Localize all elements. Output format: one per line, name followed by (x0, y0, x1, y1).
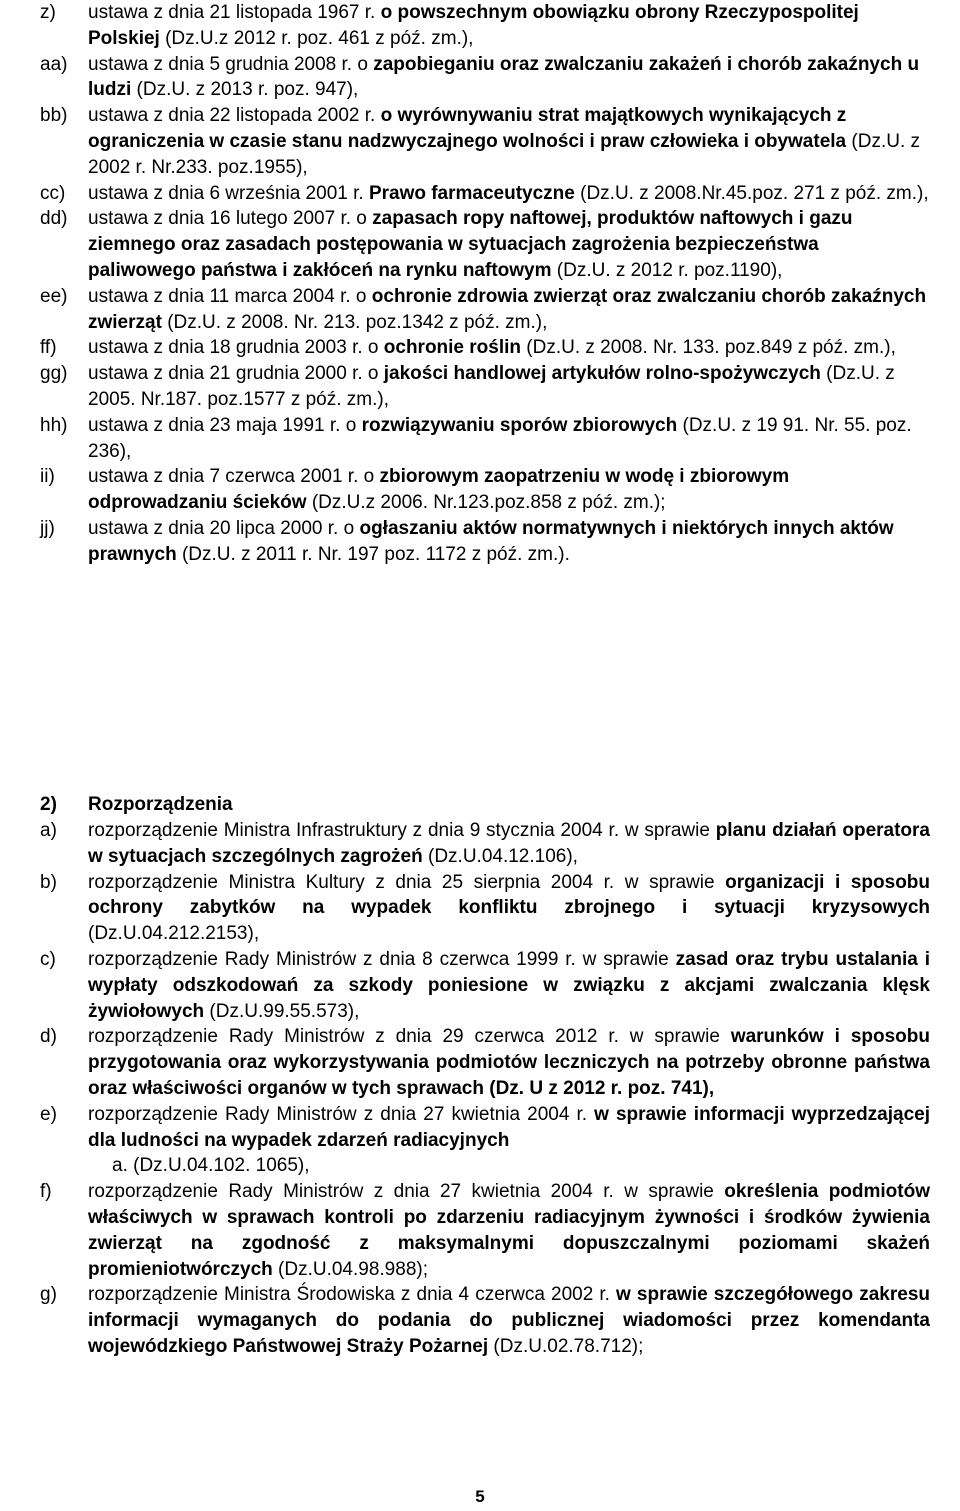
list-item (40, 516, 930, 568)
list-item-label: z) (40, 2, 56, 23)
plain-text: (Dz.U.02.78.712); (488, 1335, 644, 1357)
plain-text: (Dz.U.04.212.2153), (88, 923, 260, 945)
plain-text: (Dz.U. z 2005. Nr.187. poz.1577 z póź. zm.), (88, 363, 895, 410)
bold-text: organizacji i sposobu ochrony zabytków na wypadek konfliktu zbrojnego i sytuacji kryzysowych (88, 871, 931, 919)
plain-text: ustawa z dnia 5 grudnia 2008 r. o (88, 53, 374, 75)
plain-text: ustawa z dnia 18 grudnia 2003 r. o (88, 337, 384, 359)
bold-text: warunków i sposobu przygotowania oraz wykorzystywania podmiotów leczniczych na potrzeby obronne państwa oraz właściwości organów w tych sprawach (Dz. U z 2012 r. poz. 741), (88, 1026, 930, 1099)
bold-text: planu działań operatora w sytuacjach szczególnych zagrożeń (88, 820, 930, 867)
statutes-list (40, 0, 930, 568)
bold-text: zapobieganiu oraz zwalczaniu zakażeń i chorób zakaźnych u ludzi (88, 53, 920, 101)
plain-text: (Dz.U. z 19 91. Nr. 55. poz. 236), (88, 414, 912, 462)
list-item (40, 947, 930, 1024)
list-item-text (88, 1102, 930, 1179)
plain-text: ustawa z dnia 6 września 2001 r. (88, 182, 369, 204)
plain-text: ustawa z dnia 22 listopada 2002 r. (88, 105, 381, 127)
list-item-text (88, 181, 930, 207)
bold-text: jakości handlowej artykułów rolno-spożywczych (383, 363, 821, 385)
list-item-text (88, 818, 930, 870)
list-item-text (88, 947, 930, 1024)
plain-text: rozporządzenie Rady Ministrów z dnia 8 czerwca 1999 r. w sprawie (88, 948, 676, 970)
list-item-text (88, 464, 930, 516)
list-item-text (88, 52, 930, 104)
list-item-text (88, 206, 930, 283)
plain-text: (Dz.U.04.98.988); (272, 1258, 428, 1280)
list-item-label: e) (40, 1103, 57, 1125)
bold-text: ochronie zdrowia zwierząt oraz zwalczaniu chorób zakaźnych zwierząt (88, 285, 927, 333)
list-item-text (88, 0, 930, 52)
list-item-label: d) (40, 1026, 57, 1048)
list-item-label: ee) (40, 285, 68, 307)
bold-text: o powszechnym obowiązku obrony Rzeczypospolitej Polskiej (88, 2, 859, 49)
bold-text: zbiorowym zaopatrzeniu w wodę i zbiorowym odprowadzaniu ścieków (88, 466, 790, 514)
list-item-label: cc) (40, 182, 66, 204)
plain-text: (Dz.U. z 2011 r. Nr. 197 poz. 1172 z póź. zm.). (176, 543, 570, 565)
bold-text: rozwiązywaniu sporów zbiorowych (361, 414, 678, 436)
bold-text: ogłaszaniu aktów normatywnych i niektórych innych aktów prawnych (88, 517, 894, 565)
list-item (40, 206, 930, 283)
list-item (40, 52, 930, 104)
list-item-label: b) (40, 871, 57, 893)
plain-text: (Dz.U. z 2008. Nr. 133. poz.849 z póź. zm.), (521, 337, 896, 359)
list-item-text (88, 335, 930, 361)
plain-text: (Dz.U.z 2006. Nr.123.poz.858 z póź. zm.); (306, 492, 666, 514)
plain-text: rozporządzenie Rady Ministrów z dnia 27 kwietnia 2004 r. (88, 1103, 595, 1125)
plain-text: ustawa z dnia 21 grudnia 2000 r. o (88, 363, 384, 385)
list-item-text (88, 516, 930, 568)
plain-text: ustawa z dnia 21 listopada 1967 r. (88, 2, 381, 23)
list-item (40, 413, 930, 465)
list-item-label: g) (40, 1284, 57, 1306)
list-item-label: f) (40, 1181, 52, 1203)
list-item (40, 181, 930, 207)
plain-text: ustawa z dnia 11 marca 2004 r. o (88, 285, 372, 307)
plain-text: (Dz.U.04.12.106), (422, 845, 578, 867)
list-item (40, 103, 930, 180)
plain-text: rozporządzenie Ministra Środowiska z dnia 4 czerwca 2002 r. (88, 1284, 617, 1306)
list-item-label: a) (40, 820, 57, 841)
list-item-text (88, 1024, 930, 1101)
plain-text: ustawa z dnia 16 lutego 2007 r. o (88, 208, 373, 230)
sub-item: a. (Dz.U.04.102. 1065), (112, 1155, 310, 1177)
plain-text: ustawa z dnia 20 lipca 2000 r. o (88, 517, 360, 539)
list-item (40, 284, 930, 336)
list-item-label: jj) (40, 517, 55, 539)
plain-text: (Dz.U. z 2013 r. poz. 947), (131, 79, 359, 101)
bold-text: określenia podmiotów właściwych w sprawach kontroli po zdarzeniu radiacyjnym żywności i środków żywienia zwierząt na zgodność z maksymalnymi dopuszczalnymi poziomami skażeń promieniotwórczych (88, 1181, 931, 1280)
section-number: 2) (40, 794, 57, 815)
plain-text: ustawa z dnia 23 maja 1991 r. o (88, 414, 362, 436)
list-item-label: dd) (40, 208, 68, 230)
list-item-text (88, 103, 930, 180)
bold-text: ochronie roślin (383, 337, 522, 359)
list-item (40, 1282, 930, 1359)
list-item (40, 464, 930, 516)
list-item-text (88, 1179, 930, 1282)
list-item-text (88, 870, 930, 947)
section-title-text: Rozporządzenia (88, 794, 233, 815)
bold-text: Prawo farmaceutyczne (368, 182, 575, 204)
list-item (40, 0, 930, 52)
list-item (40, 1024, 930, 1101)
list-item (40, 361, 930, 413)
list-item-text (88, 284, 930, 336)
bold-text: zasad oraz trybu ustalania i wypłaty odszkodowań za szkody poniesione w związku z akcjami zwalczania klęsk żywiołowych (88, 948, 930, 1022)
list-item (40, 1102, 930, 1179)
list-item-label: bb) (40, 105, 68, 127)
list-item-label: gg) (40, 363, 68, 385)
bold-text: zapasach ropy naftowej, produktów naftowych i gazu ziemnego oraz zasadach postępowania w sytuacjach zagrożenia bezpieczeństwa paliwowego państwa i zakłóceń na rynku naftowym (88, 208, 853, 281)
list-item-label: aa) (40, 53, 68, 75)
plain-text: rozporządzenie Ministra Infrastruktury z dnia 9 stycznia 2004 r. w sprawie (88, 820, 716, 841)
list-item (40, 1179, 930, 1282)
plain-text: rozporządzenie Rady Ministrów z dnia 27 kwietnia 2004 r. w sprawie (88, 1181, 725, 1203)
list-item-text (88, 413, 930, 465)
plain-text: rozporządzenie Ministra Kultury z dnia 25 sierpnia 2004 r. w sprawie (88, 871, 726, 893)
plain-text: (Dz.U. z 2012 r. poz.1190), (551, 259, 783, 281)
bold-text: w sprawie informacji wyprzedzającej dla ludności na wypadek zdarzeń radiacyjnych (88, 1103, 931, 1151)
list-item (40, 335, 930, 361)
section-heading (40, 792, 233, 818)
plain-text: (Dz.U.99.55.573), (204, 1000, 360, 1022)
bold-text: o wyrównywaniu strat majątkowych wynikających z ograniczenia w czasie stanu nadzwyczajnego wolności i praw człowieka i obywatela (88, 105, 847, 152)
list-item-label: ff) (40, 337, 57, 359)
plain-text: rozporządzenie Rady Ministrów z dnia 29 czerwca 2012 r. w sprawie (88, 1026, 731, 1048)
list-item-label: ii) (40, 466, 55, 488)
list-item (40, 818, 930, 870)
list-item-text (88, 1282, 930, 1359)
plain-text: (Dz.U. z 2008. Nr. 213. poz.1342 z póź. zm.), (161, 311, 548, 333)
page-number: 5 (475, 1487, 485, 1506)
regulations-list (40, 818, 930, 1360)
list-item (40, 870, 930, 947)
list-item-label: hh) (40, 414, 68, 436)
plain-text: (Dz.U.z 2012 r. poz. 461 z póź. zm.), (159, 27, 474, 49)
plain-text: (Dz.U. z 2008.Nr.45.poz. 271 z póź. zm.), (574, 182, 929, 204)
list-item-text (88, 361, 930, 413)
list-item-label: c) (40, 948, 56, 970)
plain-text: ustawa z dnia 7 czerwca 2001 r. o (88, 466, 380, 488)
bold-text: w sprawie szczegółowego zakresu informacji wymaganych do podania do publicznej wiadomości przez komendanta wojewódzkiego Państwowej Straży Pożarnej (88, 1284, 930, 1357)
plain-text: (Dz.U. z 2002 r. Nr.233. poz.1955), (88, 130, 921, 178)
